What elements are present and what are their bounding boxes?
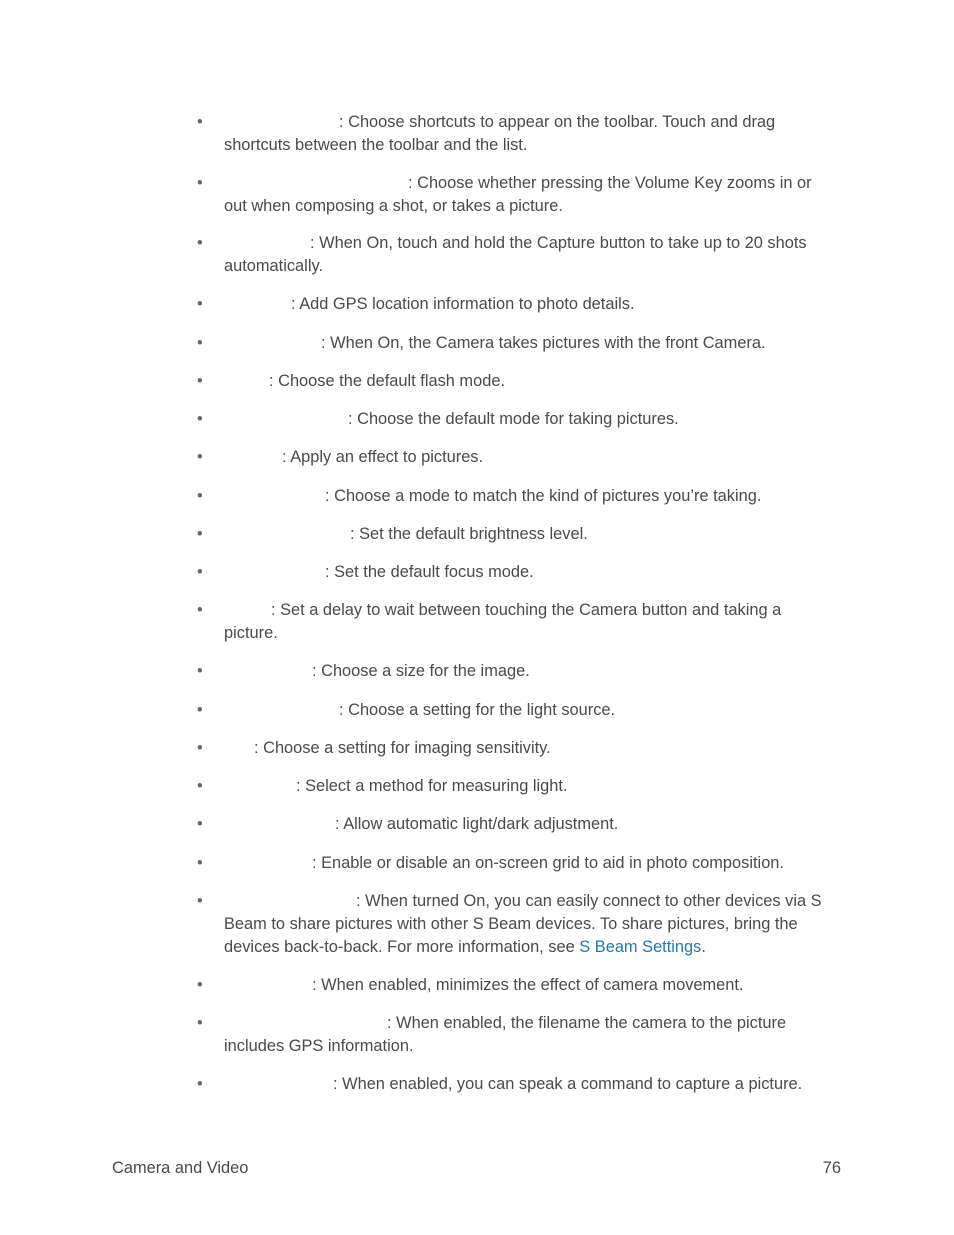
- item-text: : Choose the default mode for taking pictures.: [348, 410, 679, 428]
- item-text: : Add GPS location information to photo details.: [291, 295, 635, 313]
- item-text-end: .: [701, 938, 706, 956]
- bullet-icon: •: [197, 295, 203, 313]
- bullet-icon: •: [197, 777, 203, 795]
- footer-page-number: 76: [822, 1159, 841, 1177]
- bullet-icon: •: [197, 372, 203, 390]
- bullet-icon: •: [197, 815, 203, 833]
- item-text: : Choose a size for the image.: [312, 662, 530, 680]
- item-text: : Allow automatic light/dark adjustment.: [335, 815, 619, 833]
- bullet-icon: •: [197, 448, 203, 466]
- list-item: [197, 660, 836, 683]
- s-beam-settings-link[interactable]: S Beam Settings: [579, 938, 702, 956]
- item-text: : Choose a setting for the light source.: [339, 701, 616, 719]
- bullet-icon: •: [197, 410, 203, 428]
- list-item: [197, 111, 836, 157]
- bullet-icon: •: [197, 234, 203, 252]
- item-text: : Select a method for measuring light.: [296, 777, 568, 795]
- item-text: : Set the default focus mode.: [325, 563, 534, 581]
- item-text: : Choose the default flash mode.: [269, 372, 505, 390]
- bullet-icon: •: [197, 525, 203, 543]
- list-item: [197, 813, 836, 836]
- list-item: [197, 485, 836, 508]
- item-text: : When On, the Camera takes pictures with the front Camera.: [321, 334, 766, 352]
- item-text: : When On, touch and hold the Capture button to take up to 20 shots automatically.: [224, 234, 807, 275]
- item-text: : Enable or disable an on-screen grid to aid in photo composition.: [312, 854, 784, 872]
- list-item: [197, 974, 836, 997]
- bullet-icon: •: [197, 892, 203, 910]
- list-item: [197, 446, 836, 469]
- bullet-icon: •: [197, 1014, 203, 1032]
- bullet-icon: •: [197, 113, 203, 131]
- item-text: : Set the default brightness level.: [350, 525, 588, 543]
- list-item: [197, 737, 836, 760]
- list-item: [197, 1012, 836, 1058]
- list-item: [197, 523, 836, 546]
- bullet-icon: •: [197, 662, 203, 680]
- list-item: [197, 232, 836, 278]
- list-item: [197, 293, 836, 316]
- list-item: [197, 852, 836, 875]
- item-text: : Set a delay to wait between touching the Camera button and taking a picture.: [224, 601, 782, 642]
- bullet-icon: •: [197, 701, 203, 719]
- bullet-icon: •: [197, 976, 203, 994]
- list-item: [197, 370, 836, 393]
- item-text: : Apply an effect to pictures.: [282, 448, 484, 466]
- item-text: : When turned On, you can easily connect to other devices via S Beam to share pictures with other S Beam devices. To share pictures, bring the devices back-to-back. For more information, see: [224, 892, 822, 956]
- list-item: [197, 775, 836, 798]
- item-text: : Choose shortcuts to appear on the toolbar. Touch and drag shortcuts between the toolbar and the list.: [224, 113, 776, 154]
- bullet-icon: •: [197, 334, 203, 352]
- bullet-icon: •: [197, 739, 203, 757]
- item-text: : When enabled, you can speak a command to capture a picture.: [333, 1075, 803, 1093]
- bullet-icon: •: [197, 174, 203, 192]
- bullet-icon: •: [197, 487, 203, 505]
- bullet-icon: •: [197, 601, 203, 619]
- bullet-icon: •: [197, 854, 203, 872]
- list-item: [197, 1073, 836, 1096]
- bullet-icon: •: [197, 563, 203, 581]
- list-item: [197, 599, 836, 645]
- list-item: [197, 561, 836, 584]
- item-text: : Choose a mode to match the kind of pictures you’re taking.: [325, 487, 762, 505]
- list-item: [197, 172, 836, 218]
- list-item: [197, 408, 836, 431]
- item-text: : Choose a setting for imaging sensitivity.: [254, 739, 551, 757]
- list-item: [197, 699, 836, 722]
- item-text: : When enabled, minimizes the effect of camera movement.: [312, 976, 744, 994]
- list-item: [197, 890, 836, 959]
- list-item: [197, 332, 836, 355]
- item-text: : Choose whether pressing the Volume Key zooms in or out when composing a shot, or takes a picture.: [224, 174, 812, 215]
- item-text: : When enabled, the filename the camera to the picture includes GPS information.: [224, 1014, 787, 1055]
- bullet-icon: •: [197, 1075, 203, 1093]
- footer-section-title: Camera and Video: [112, 1159, 249, 1177]
